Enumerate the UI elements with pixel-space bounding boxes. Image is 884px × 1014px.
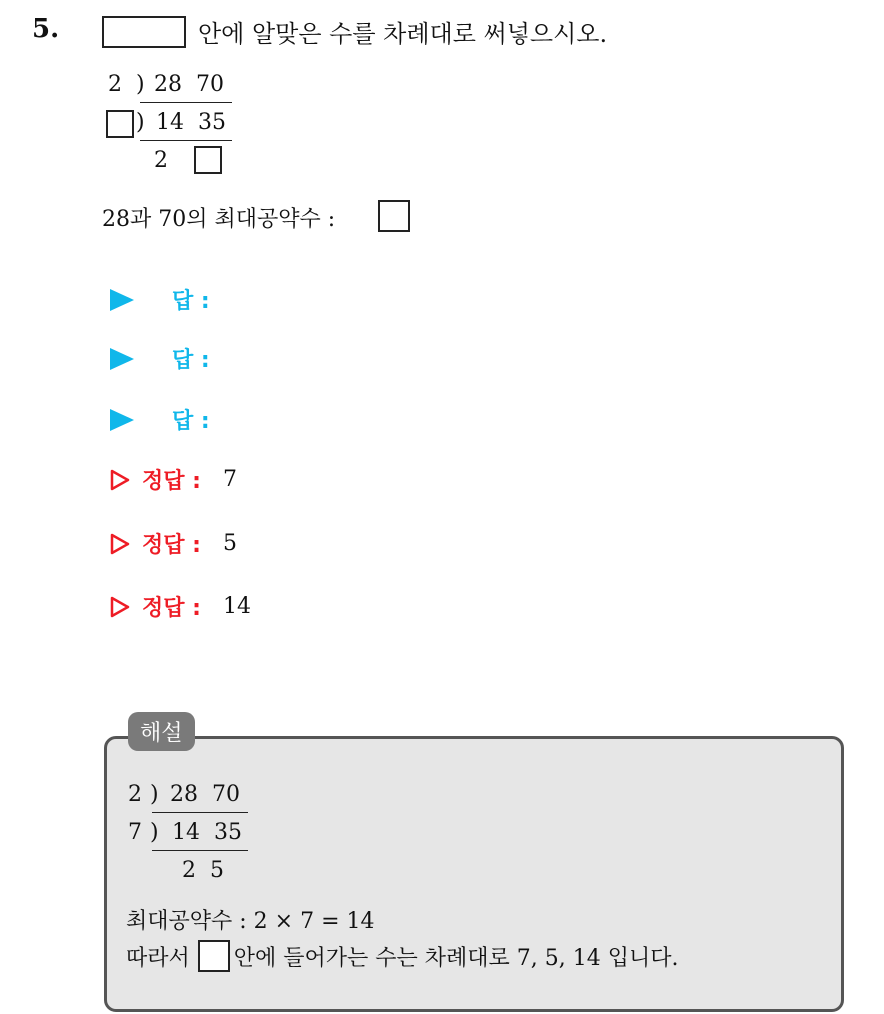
division-quotient-left: 2: [154, 148, 168, 173]
correct-value: 14: [222, 594, 251, 619]
expl-bracket-1: ): [150, 782, 159, 807]
outline-triangle-icon: [110, 469, 130, 491]
correct-label: 정답 :: [142, 533, 201, 558]
expl-gcd-line: 최대공약수 : 2 × 7 = 14: [126, 909, 375, 934]
outline-triangle-icon: [110, 533, 130, 555]
correct-row-3: [110, 591, 251, 622]
blank-box-inline: [198, 940, 230, 972]
correct-row-1: [110, 464, 237, 495]
correct-row-2: [110, 528, 237, 559]
play-arrow-icon: [110, 289, 134, 311]
expl-values-1: 28 70: [170, 782, 240, 807]
gcd-prompt: 28과 70의 최대공약수 :: [102, 207, 336, 232]
division-rule-1: [140, 102, 232, 103]
play-arrow-icon: [110, 348, 134, 370]
correct-label: 정답 :: [142, 596, 201, 621]
correct-label: 정답 :: [142, 469, 201, 494]
answer-label: 답 :: [172, 289, 210, 314]
expl-divisor-1: 2: [128, 782, 142, 807]
answer-blank-gcd[interactable]: [378, 200, 410, 232]
division-divisor-1: 2: [108, 72, 122, 97]
answer-blank-divisor[interactable]: [106, 110, 134, 138]
correct-value: 5: [222, 531, 237, 556]
expl-rule-2: [152, 850, 248, 851]
expl-conclusion: [126, 940, 678, 972]
division-bracket-1: ): [136, 72, 145, 97]
outline-triangle-icon: [110, 596, 130, 618]
expl-conclusion-suffix: 안에 들어가는 수는 차례대로 7, 5, 14 입니다.: [233, 945, 679, 971]
blank-box-legend: [102, 16, 186, 48]
division-values-2: 14 35: [156, 110, 226, 135]
answer-row-2[interactable]: [110, 343, 210, 374]
division-values-1: 28 70: [154, 72, 224, 97]
expl-rule-1: [152, 812, 248, 813]
expl-conclusion-prefix: 따라서: [126, 945, 190, 971]
question-instruction: 안에 알맞은 수를 차례대로 써넣으시오.: [198, 20, 608, 48]
answer-blank-quotient[interactable]: [194, 146, 222, 174]
answer-row-3[interactable]: [110, 404, 210, 435]
expl-values-2: 14 35: [172, 820, 242, 845]
answer-label: 답 :: [172, 348, 210, 373]
answer-row-1[interactable]: [110, 284, 210, 315]
division-rule-2: [140, 140, 232, 141]
play-arrow-icon: [110, 409, 134, 431]
correct-value: 7: [222, 467, 237, 492]
expl-divisor-2: 7: [128, 820, 142, 845]
answer-label: 답 :: [172, 409, 210, 434]
expl-quotients: 2 5: [182, 858, 224, 883]
question-number: 5.: [32, 14, 60, 44]
expl-bracket-2: ): [150, 820, 159, 845]
division-bracket-2: ): [136, 110, 145, 135]
explanation-tag: 해설: [128, 712, 195, 751]
